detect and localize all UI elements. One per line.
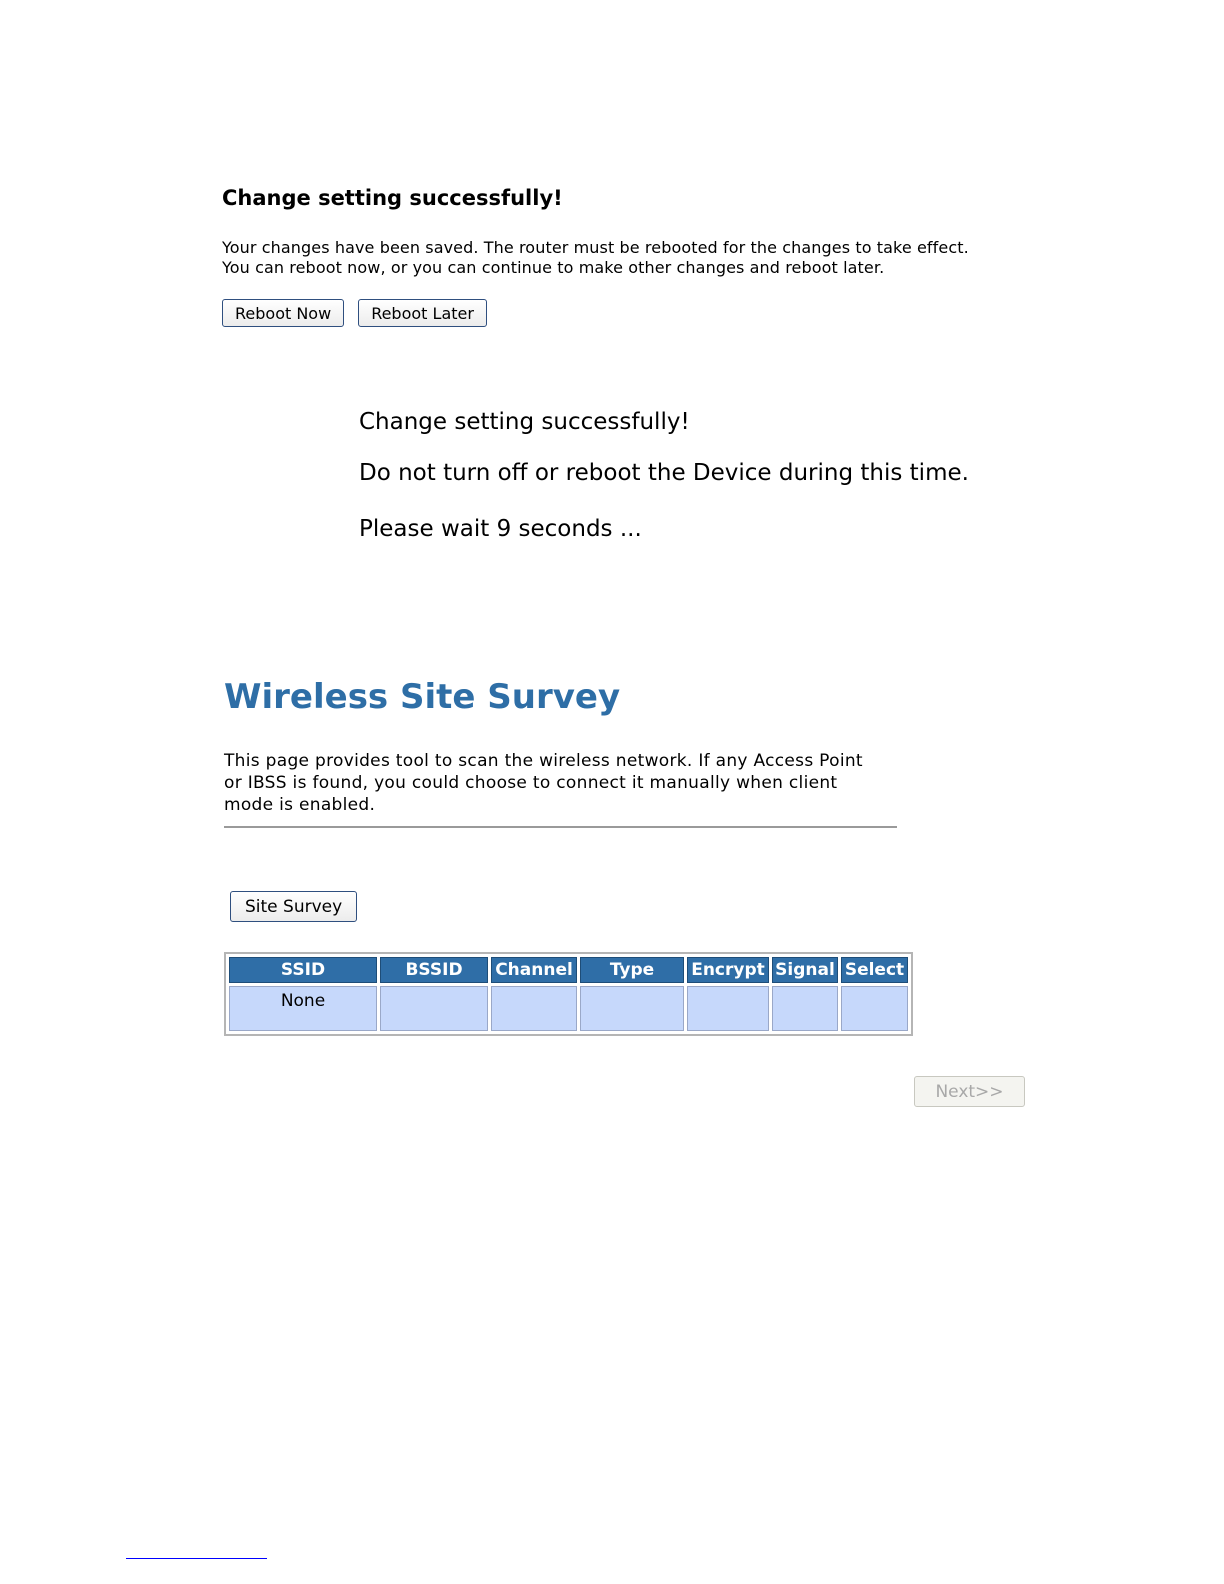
site-survey-button-wrap — [230, 891, 1044, 922]
site-survey-button[interactable]: Site Survey — [230, 891, 357, 922]
page-title: Wireless Site Survey — [224, 677, 621, 717]
cell-bssid — [380, 986, 488, 1031]
cell-signal — [772, 986, 838, 1031]
column-header-signal: Signal — [772, 957, 838, 983]
column-header-type: Type — [580, 957, 684, 983]
reboot-dialog — [222, 184, 1022, 327]
cell-encrypt — [687, 986, 769, 1031]
wait-message-title: Change setting successfully! — [359, 409, 690, 435]
column-header-encrypt: Encrypt — [687, 957, 769, 983]
divider — [224, 826, 897, 828]
reboot-message-line1: Your changes have been saved. The router must be rebooted for the changes to take effect. — [222, 238, 969, 257]
column-header-ssid: SSID — [229, 957, 377, 983]
page-description: This page provides tool to scan the wireless network. If any Access Point or IBSS is found, you could choose to connect it manually when client mode is enabled. — [224, 751, 863, 815]
reboot-message-line2: You can reboot now, or you can continue to make other changes and reboot later. — [222, 258, 885, 277]
reboot-button-group — [222, 299, 1022, 327]
column-header-channel: Channel — [491, 957, 577, 983]
wait-message-warning: Do not turn off or reboot the Device during this time. — [359, 460, 969, 486]
reboot-dialog-title: Change setting successfully! — [222, 186, 563, 210]
table-row — [229, 986, 908, 1031]
cell-channel — [491, 986, 577, 1031]
reboot-dialog-message — [222, 238, 1022, 278]
cell-type — [580, 986, 684, 1031]
wait-message-countdown: Please wait 9 seconds ... — [359, 516, 642, 542]
site-survey-panel — [224, 674, 1044, 1036]
site-survey-table — [224, 952, 913, 1036]
reboot-now-button[interactable]: Reboot Now — [222, 299, 344, 327]
column-header-bssid: BSSID — [380, 957, 488, 983]
column-header-select: Select — [841, 957, 908, 983]
next-button[interactable]: Next>> — [914, 1076, 1025, 1107]
footnote-divider — [126, 1558, 267, 1559]
reboot-later-button[interactable]: Reboot Later — [358, 299, 487, 327]
cell-ssid: None — [229, 986, 377, 1031]
cell-select — [841, 986, 908, 1031]
wait-message-panel — [359, 405, 1059, 546]
table-header-row — [229, 957, 908, 983]
